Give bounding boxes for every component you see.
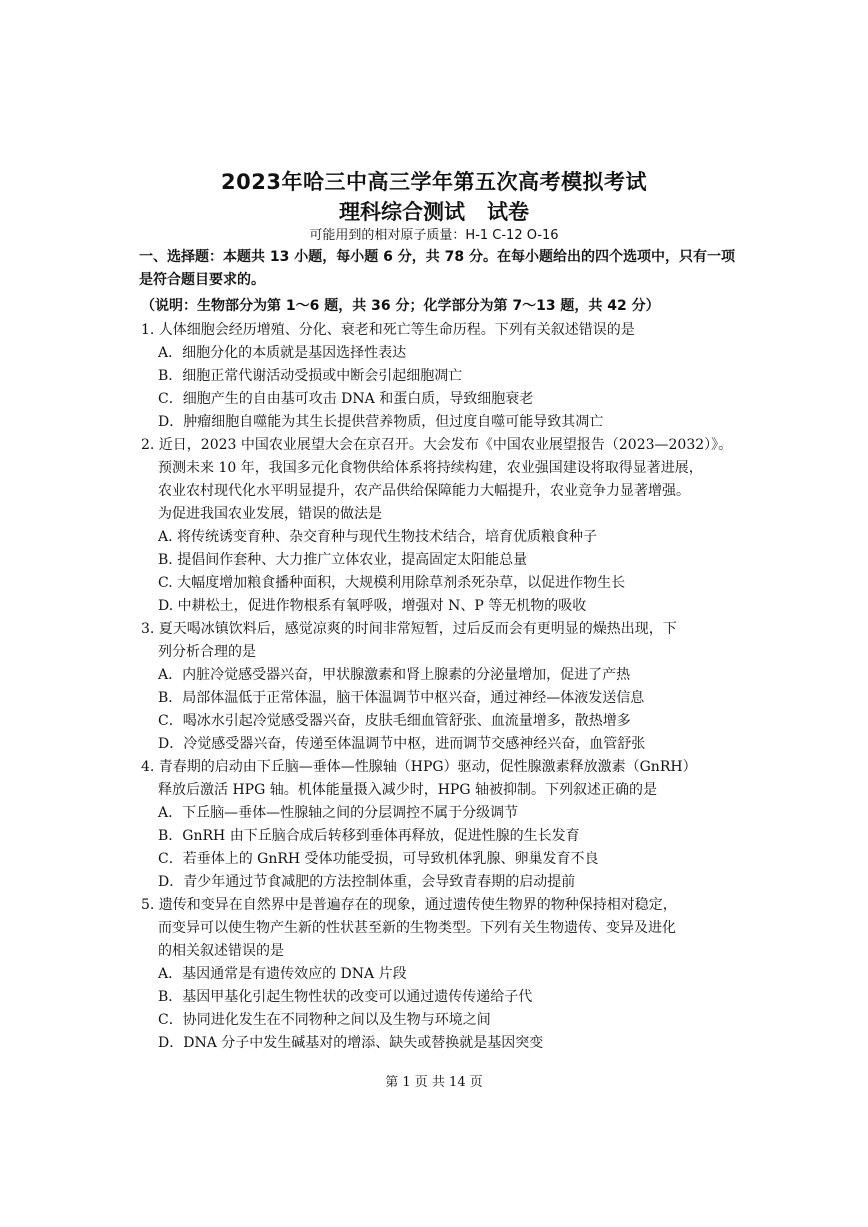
option-a: A. 将传统诱变育种、杂交育种与现代生物技术结合，培育优质粮食种子 [158,529,598,545]
option-b: B．GnRH 由下丘脑合成后转移到垂体再释放，促进性腺的生长发育 [158,828,580,844]
question-stem: 2. 近日，2023 中国农业展望大会在京召开。大会发布《中国农业展望报告（2023—2032）》。 [141,437,733,453]
option-a: A．内脏冷觉感受器兴奋，甲状腺激素和肾上腺素的分泌量增加，促进了产热 [158,667,631,683]
subtitle-part-b: 试卷 [487,200,529,224]
question-5 [141,894,741,1055]
option-c: C．细胞产生的自由基可攻击 DNA 和蛋白质，导致细胞衰老 [158,391,534,407]
option-b: B．细胞正常代谢活动受损或中断会引起细胞凋亡 [158,368,463,384]
option-c: C. 大幅度增加粮食播种面积，大规模利用除草剂杀死杂草，以促进作物生长 [158,575,626,591]
option-d: D．DNA 分子中发生碱基对的增添、缺失或替换就是基因突变 [158,1035,544,1051]
question-stem-cont: 的相关叙述错误的是 [158,943,284,959]
question-stem-cont: 而变异可以使生物产生新的性状甚至新的生物类型。下列有关生物遗传、变异及进化 [158,920,676,936]
option-c: C．协同进化发生在不同物种之间以及生物与环境之间 [158,1012,491,1028]
exam-subtitle [0,196,868,226]
question-4 [141,756,741,894]
question-stem: 5. 遗传和变异在自然界中是普遍存在的现象，通过遗传使生物界的物种保持相对稳定， [141,897,677,913]
question-stem: 4. 青春期的启动由下丘脑—垂体—性腺轴（HPG）驱动，促性腺激素释放激素（GnRH） [141,759,697,775]
page-footer: 第 1 页 共 14 页 [385,1075,483,1090]
exam-title: 2023年哈三中高三学年第五次高考模拟考试 [221,170,647,194]
question-1 [141,319,741,434]
question-stem-cont: 列分析合理的是 [158,644,256,660]
option-b: B. 提倡间作套种、大力推广立体农业，提高固定太阳能总量 [158,552,528,568]
question-stem-cont: 农业农村现代化水平明显提升，农产品供给保障能力大幅提升，农业竞争力显著增强。 [158,483,690,499]
question-stem-cont: 预测未来 10 年，我国多元化食物供给体系将持续构建，农业强国建设将取得显著进展， [158,460,703,476]
question-stem: 3. 夏天喝冰镇饮料后，感觉凉爽的时间非常短暂，过后反而会有更明显的燥热出现，下 [141,621,677,637]
subtitle-part-a: 理科综合测试 [339,200,465,224]
atomic-mass-note: 可能用到的相对原子质量：H-1 C-12 O-16 [309,228,559,243]
option-a: A．下丘脑—垂体—性腺轴之间的分层调控不属于分级调节 [158,805,519,821]
section-heading: 一、选择题：本题共 13 小题，每小题 6 分，共 78 分。在每小题给出的四个选项中，只有一项是符合题目要求的。 [139,249,735,288]
option-d: D．青少年通过节食减肥的方法控制体重，会导致青春期的启动提前 [158,874,576,890]
option-a: A．基因通常是有遗传效应的 DNA 片段 [158,966,407,982]
question-3 [141,618,741,756]
option-d: D．肿瘤细胞自噬能为其生长提供营养物质，但过度自噬可能导致其凋亡 [158,414,604,430]
option-a: A．细胞分化的本质就是基因选择性表达 [158,345,407,361]
question-stem: 1. 人体细胞会经历增殖、分化、衰老和死亡等生命历程。下列有关叙述错误的是 [141,322,635,338]
option-b: B．局部体温低于正常体温，脑干体温调节中枢兴奋，通过神经—体液发送信息 [158,690,645,706]
option-c: C．喝冰水引起冷觉感受器兴奋，皮肤毛细血管舒张、血流量增多，散热增多 [158,713,631,729]
option-d: D. 中耕松土，促进作物根系有氧呼吸，增强对 N、P 等无机物的吸收 [158,598,587,614]
option-d: D．冷觉感受器兴奋，传递至体温调节中枢，进而调节交感神经兴奋，血管舒张 [158,736,646,752]
option-b: B．基因甲基化引起生物性状的改变可以通过遗传传递给子代 [158,989,533,1005]
question-list [141,319,741,1055]
question-stem-cont: 释放后激活 HPG 轴。机体能量摄入减少时，HPG 轴被抑制。下列叙述正确的是 [158,782,657,798]
question-2 [141,434,741,618]
question-stem-cont: 为促进我国农业发展，错误的做法是 [158,506,382,522]
section-note: （说明：生物部分为第 1～6 题，共 36 分；化学部分为第 7～13 题，共 42 分） [141,298,660,314]
option-c: C．若垂体上的 GnRH 受体功能受损，可导致机体乳腺、卵巢发育不良 [158,851,599,867]
